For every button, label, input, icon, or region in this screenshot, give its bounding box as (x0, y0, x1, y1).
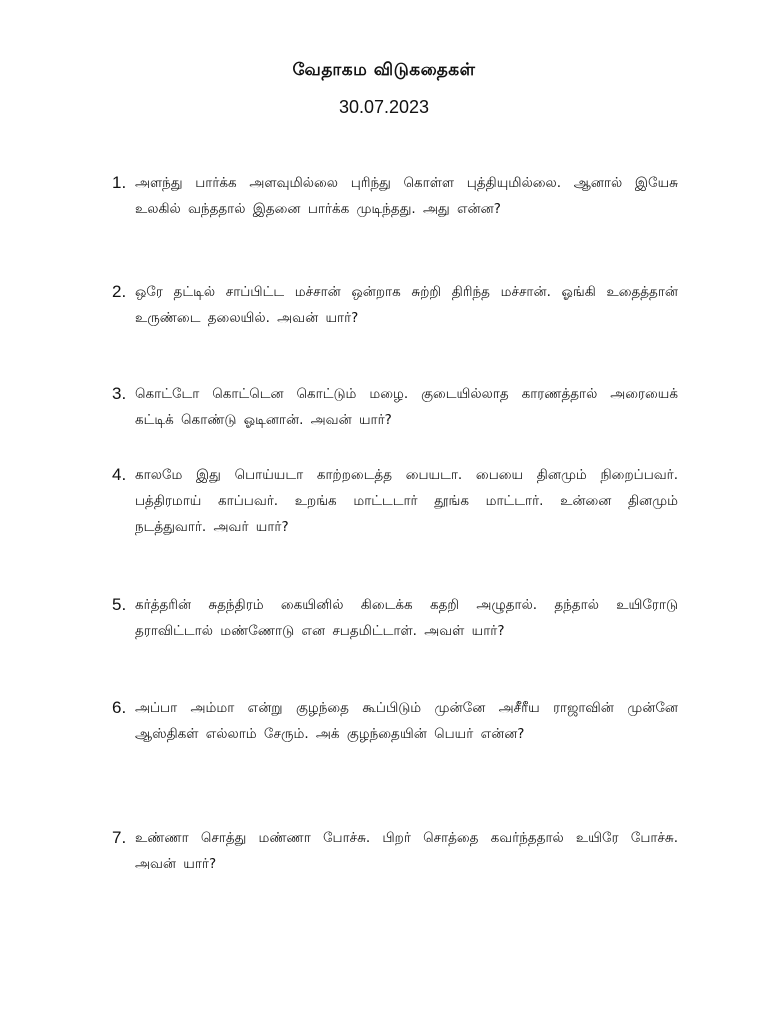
riddle-number: 6. (112, 698, 127, 717)
riddle-item (112, 462, 678, 540)
riddle-text: கொட்டோ கொட்டென கொட்டும் மழை. குடையில்லாத காரணத்தால் அரையைக் கட்டிக் கொண்டு ஓடினான். அவன் யார்? (135, 386, 678, 428)
riddle-item (112, 695, 678, 747)
riddle-number: 4. (112, 465, 127, 484)
riddle-text: காலமே இது பொய்யடா காற்றடைத்த பையடா. பையை தினமும் நிறைப்பவர். பத்திரமாய் காப்பவர். உறங்க மாட்டடார் தூங்க மாட்டார். உன்னை தினமும் நடத்துவார். அவர் யார்? (135, 467, 678, 535)
riddle-text: கர்த்தரின் சுதந்திரம் கையினில் கிடைக்க கதறி அழுதால். தந்தால் உயிரோடு தராவிட்டால் மண்ணோடு என சபதமிட்டாள். அவள் யார்? (135, 597, 678, 639)
riddle-text: உண்ணா சொத்து மண்ணா போச்சு. பிறர் சொத்தை கவர்ந்ததால் உயிரே போச்சு. அவன் யார்? (135, 830, 678, 872)
document-title: வேதாகம விடுகதைகள் (292, 60, 476, 80)
riddle-item (112, 825, 678, 877)
riddle-item (112, 592, 678, 644)
riddle-item (112, 170, 678, 222)
riddle-number: 2. (112, 282, 127, 301)
riddle-text: ஒரே தட்டில் சாப்பிட்ட மச்சான் ஒன்றாக சுற்றி திரிந்த மச்சான். ஓங்கி உதைத்தான் உருண்டை தலையில். அவன் யார்? (135, 284, 678, 326)
riddle-number: 5. (112, 595, 127, 614)
riddle-text: அப்பா அம்மா என்று குழந்தை கூப்பிடும் முன்னே அசீரீய ராஜாவின் முன்னே ஆஸ்திகள் எல்லாம் சேரும். அக் குழந்தையின் பெயர் என்ன? (135, 700, 678, 742)
riddle-number: 7. (112, 828, 127, 847)
riddle-item (112, 279, 678, 331)
riddle-number: 1. (112, 173, 127, 192)
document-date: 30.07.2023 (338, 97, 430, 117)
riddle-text: அளந்து பார்க்க அளவுமில்லை புரிந்து கொள்ள புத்தியுமில்லை. ஆனால் இயேசு உலகில் வந்ததால் இதனை பார்க்க முடிந்தது. அது என்ன? (135, 175, 678, 217)
riddle-number: 3. (112, 384, 127, 403)
riddle-item (112, 381, 678, 433)
